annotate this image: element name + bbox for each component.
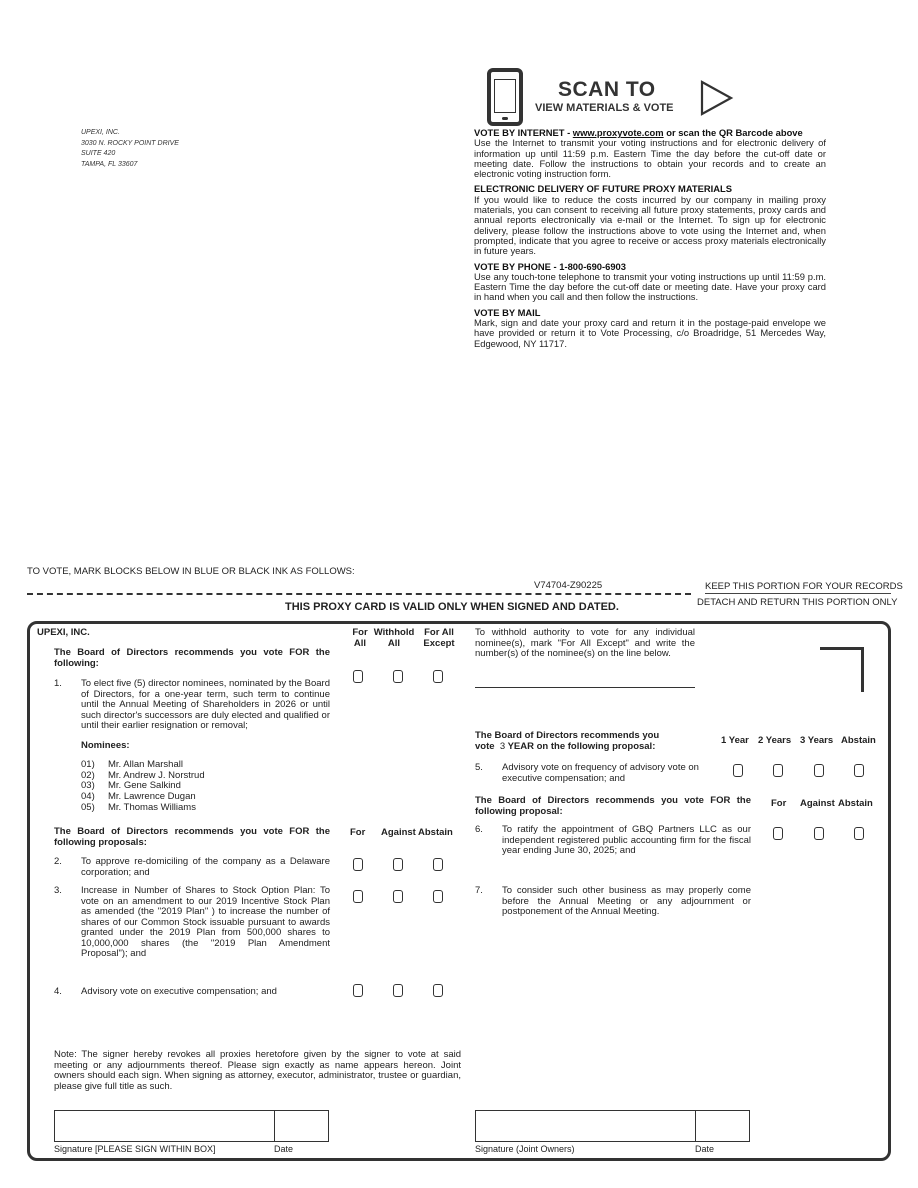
col-1-year: 1 Year — [721, 735, 749, 746]
valid-notice: THIS PROXY CARD IS VALID ONLY WHEN SIGNED AND DATED. — [285, 601, 619, 613]
item-3-text: Increase in Number of Shares to Stock Option Plan: To vote on an amendment to our 2019 Incentive Stock Plan as amended (the "2019 Plan" ) to increase the number of shares of our Common Stock issuable pursuant to awards granted under the 2019 Plan from 500,000 shares to 10,000,000 shares (the "2019 Plan Amendment Proposal"); and — [81, 885, 330, 959]
address-line: SUITE 420 — [81, 150, 116, 157]
item-7-number: 7. — [475, 885, 483, 896]
item-2-abstain-checkbox[interactable] — [433, 858, 443, 871]
scan-subtitle: VIEW MATERIALS & VOTE — [535, 102, 674, 114]
phone-icon — [487, 68, 523, 126]
item-1-withhold-all-checkbox[interactable] — [393, 670, 403, 683]
item-5-3-years-checkbox[interactable] — [814, 764, 824, 777]
item-2-text: To approve re-domiciling of the company as a Delaware corporation; and — [81, 856, 330, 878]
item-4-abstain-checkbox[interactable] — [433, 984, 443, 997]
corner-mark — [820, 647, 864, 692]
item-4-for-checkbox[interactable] — [353, 984, 363, 997]
signer-note: Note: The signer hereby revokes all proxies heretofore given by the signer to vote at said meeting or any adjournments thereof. Please sign exactly as name appears hereon. Joint owners should each sign. When signing as attorney, executor, administrator, trustee or guardian, please give full title as such. — [54, 1049, 461, 1092]
joint-signature-box[interactable] — [475, 1110, 696, 1142]
play-arrow-icon — [700, 80, 734, 116]
item-2-number: 2. — [54, 856, 62, 867]
address-line: TAMPA, FL 33607 — [81, 160, 138, 168]
internet-text: Use the Internet to transmit your voting instructions and for electronic delivery of information up until 11:59 p.m. Eastern Time the day before the cut-off date or meeting date. Follow the instructions to obtain your records and to create an electronic voting instruction form. — [474, 137, 826, 180]
joint-date-box[interactable] — [695, 1110, 750, 1142]
item-1-for-all-checkbox[interactable] — [353, 670, 363, 683]
board-recommendation-1: The Board of Directors recommends you vote FOR the following: — [54, 647, 330, 669]
col-abstain: Abstain — [418, 827, 453, 838]
address-line: UPEXI, INC. — [81, 129, 120, 136]
item-5-abstain-checkbox[interactable] — [854, 764, 864, 777]
item-2-for-checkbox[interactable] — [353, 858, 363, 871]
keep-portion-text: KEEP THIS PORTION FOR YOUR RECORDS — [705, 581, 903, 592]
item-3-for-checkbox[interactable] — [353, 890, 363, 903]
phone-heading: VOTE BY PHONE - 1-800-690-6903 — [474, 260, 626, 272]
item-6-text: To ratify the appointment of GBQ Partners LLC as our independent registered public accounting firm for the fiscal year ending June 30, 2025; and — [502, 824, 751, 856]
item-3-number: 3. — [54, 885, 62, 896]
detach-dashed-line — [27, 593, 691, 595]
col-for-all: For All — [352, 627, 368, 649]
item-5-1-year-checkbox[interactable] — [733, 764, 743, 777]
nominee-item: 02) Mr. Andrew J. Norstrud — [81, 769, 205, 781]
col-for-all-except: For All Except — [423, 627, 455, 649]
proxyvote-link[interactable]: www.proxyvote.com — [572, 127, 664, 138]
nominee-item: 03) Mr. Gene Salkind — [81, 780, 181, 792]
nominee-item: 01) Mr. Allan Marshall — [81, 759, 183, 770]
signature-box[interactable] — [54, 1110, 275, 1142]
nominee-item: 04) Mr. Lawrence Dugan — [81, 791, 196, 803]
col-against: Against — [381, 827, 416, 838]
scan-title: SCAN TO — [558, 78, 656, 101]
nominee-list — [81, 760, 205, 814]
item-4-number: 4. — [54, 986, 62, 997]
item-5-2-years-checkbox[interactable] — [773, 764, 783, 777]
internet-heading: VOTE BY INTERNET - www.proxyvote.com or scan the QR Barcode above — [474, 127, 803, 138]
control-code: V74704-Z90225 — [534, 580, 603, 591]
except-write-line[interactable] — [475, 687, 695, 688]
signature-label: Signature [PLEASE SIGN WITHIN BOX] — [54, 1144, 216, 1154]
item-6-number: 6. — [475, 824, 483, 835]
address-line: 3030 N. ROCKY POINT DRIVE — [81, 139, 179, 147]
item-6-abstain-checkbox[interactable] — [854, 827, 864, 840]
col-withhold-all: Withhold All — [373, 627, 415, 649]
detach-solid-line — [705, 593, 891, 594]
mailing-address — [81, 128, 179, 170]
item-1-for-all-except-checkbox[interactable] — [433, 670, 443, 683]
item-5-number: 5. — [475, 762, 483, 773]
col-for: For — [350, 827, 366, 838]
item-1-text: To elect five (5) director nominees, nominated by the Board of Directors, for a one-year term, such term to continue until the Annual Meeting of Shareholders in 2026 or until such director's successors are duly elected and qualified or until their earlier resignation or removal; — [81, 678, 330, 731]
item-1-number: 1. — [54, 678, 62, 689]
detach-portion-text: DETACH AND RETURN THIS PORTION ONLY — [697, 597, 898, 608]
col-for-6: For — [771, 798, 787, 809]
edelivery-text: If you would like to reduce the costs incurred by our company in mailing proxy materials, you can consent to receiving all future proxy statements, proxy cards and annual reports electronically via e-mail or the Internet. To sign up for electronic delivery, please follow the instructions above to vote using the Internet and, when prompted, indicate that you agree to receive or access proxy materials electronically in future years. — [474, 193, 826, 257]
col-2-years: 2 Years — [758, 735, 792, 746]
board-recommendation-4: The Board of Directors recommends you vote FOR the following proposal: — [475, 795, 751, 817]
col-3-years: 3 Years — [800, 735, 834, 746]
board-recommendation-3: The Board of Directors recommends you vote 3 YEAR on the following proposal: — [475, 730, 660, 752]
col-against-6: Against — [800, 798, 835, 809]
item-7-text: To consider such other business as may properly come before the Annual Meeting or any adjournment or postponement of the Annual Meeting. — [502, 885, 751, 917]
item-3-against-checkbox[interactable] — [393, 890, 403, 903]
joint-date-label: Date — [695, 1144, 715, 1154]
withhold-instructions: To withhold authority to vote for any individual nominee(s), mark "For All Except" and write the number(s) of the nominee(s) on the line below. — [475, 627, 695, 659]
nominees-label: Nominees: — [81, 740, 130, 751]
board-recommendation-2: The Board of Directors recommends you vote FOR the following proposals: — [54, 826, 330, 848]
phone-text: Use any touch-tone telephone to transmit your voting instructions up until 11:59 p.m. Eastern Time the day before the cut-off date or meeting date. Have your proxy card in hand when you call and then follow the instructions. — [474, 270, 826, 303]
item-5-text: Advisory vote on frequency of advisory vote on executive compensation; and — [502, 762, 699, 784]
item-6-for-checkbox[interactable] — [773, 827, 783, 840]
company-name: UPEXI, INC. — [37, 627, 90, 638]
date-label: Date — [274, 1144, 294, 1154]
item-4-against-checkbox[interactable] — [393, 984, 403, 997]
joint-signature-label: Signature (Joint Owners) — [475, 1144, 575, 1154]
item-6-against-checkbox[interactable] — [814, 827, 824, 840]
item-4-text: Advisory vote on executive compensation; and — [81, 986, 277, 997]
voting-instructions — [474, 128, 826, 349]
to-vote-text: TO VOTE, MARK BLOCKS BELOW IN BLUE OR BLACK INK AS FOLLOWS: — [27, 566, 355, 577]
item-2-against-checkbox[interactable] — [393, 858, 403, 871]
signature-date-box[interactable] — [274, 1110, 329, 1142]
mail-text: Mark, sign and date your proxy card and return it in the postage-paid envelope we have provided or return it to Vote Processing, c/o Broadridge, 51 Mercedes Way, Edgewood, NY 11717. — [474, 317, 826, 349]
nominee-item: 05) Mr. Thomas Williams — [81, 801, 196, 813]
item-3-abstain-checkbox[interactable] — [433, 890, 443, 903]
mail-heading: VOTE BY MAIL — [474, 306, 541, 318]
col-abstain-6: Abstain — [838, 798, 873, 809]
edelivery-heading: ELECTRONIC DELIVERY OF FUTURE PROXY MATERIALS — [474, 183, 733, 195]
col-abstain-5: Abstain — [841, 735, 876, 746]
